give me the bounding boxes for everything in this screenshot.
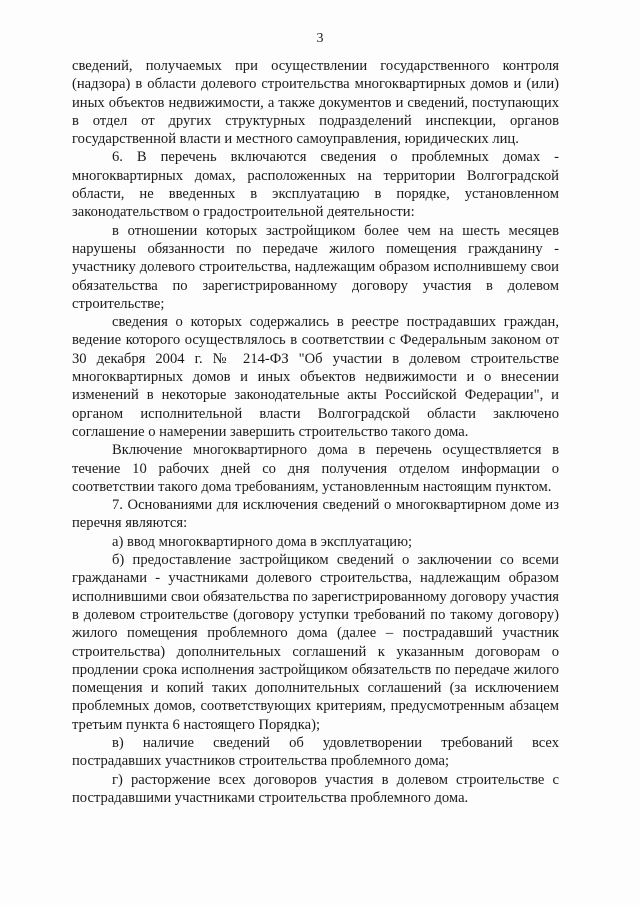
document-body <box>72 57 559 807</box>
paragraph-item-7g: г) расторжение всех договоров участия в долевом строительстве с пострадавшими участниками строительства проблемного дома. <box>72 771 559 806</box>
paragraph-criterion-overdue: в отношении которых застройщиком более чем на шесть месяцев нарушены обязанности по передаче жилого помещения гражданину - участнику долевого строительства, надлежащим образом исполнившему свои обязательства по зарегистрированному договору участия в долевом строительстве; <box>72 222 559 312</box>
paragraph-item-7: 7. Основаниями для исключения сведений о многоквартирном доме из перечня являются: <box>72 497 559 532</box>
paragraph-item-7b: б) предоставление застройщиком сведений о заключении со всеми гражданами - участниками долевого строительства, надлежащим образом исполнившими свои обязательства по зарегистрированному договору участия в долевом строительстве (договору уступки требований по такому договору) жилого помещения проблемного дома (далее – пострадавший участник строительства) дополнительных соглашений к указанным договорам о продлении срока исполнения застройщиком обязательств по передаче жилого помещения и копий таких дополнительных соглашений (за исключением проблемных домов, соответствующих критериям, предусмотренным абзацем третьим пункта 6 настоящего Порядка); <box>72 552 559 733</box>
paragraph-inclusion-term: Включение многоквартирного дома в перечень осуществляется в течение 10 рабочих дней со дня получения отделом информации о соответствии такого дома требованиям, установленным настоящим пунктом. <box>72 442 559 495</box>
page-number: 3 <box>316 31 324 46</box>
paragraph-item-7v: в) наличие сведений об удовлетворении требований всех пострадавших участников строительства проблемного дома; <box>72 734 559 770</box>
paragraph-continuation: сведений, получаемых при осуществлении государственного контроля (надзора) в области долевого строительства многоквартирных домов и (или) иных объектов недвижимости, а также документов и сведений, поступающих в отдел от других структурных подразделений инспекции, органов государственной власти и местного самоуправления, юридических лиц. <box>72 58 559 148</box>
paragraph-item-7a: а) ввод многоквартирного дома в эксплуатацию; <box>112 533 413 550</box>
paragraph-criterion-registry: сведения о которых содержались в реестре пострадавших граждан, ведение которого осуществлялось в соответствии с Федеральным законом от 30 декабря 2004 г. № 214-ФЗ "Об участии в долевом строительстве многоквартирных домов и иных объектов недвижимости и о внесении изменений в некоторые законодательные акты Российской Федерации", и органом исполнительной власти Волгоградской области заключено соглашение о намерении завершить строительство такого дома. <box>72 314 559 440</box>
paragraph-item-6: 6. В перечень включаются сведения о проблемных домах - многоквартирных домах, расположенных на территории Волгоградской области, не введенных в эксплуатацию в порядке, установленном законодательством о градостроительной деятельности: <box>72 149 559 221</box>
